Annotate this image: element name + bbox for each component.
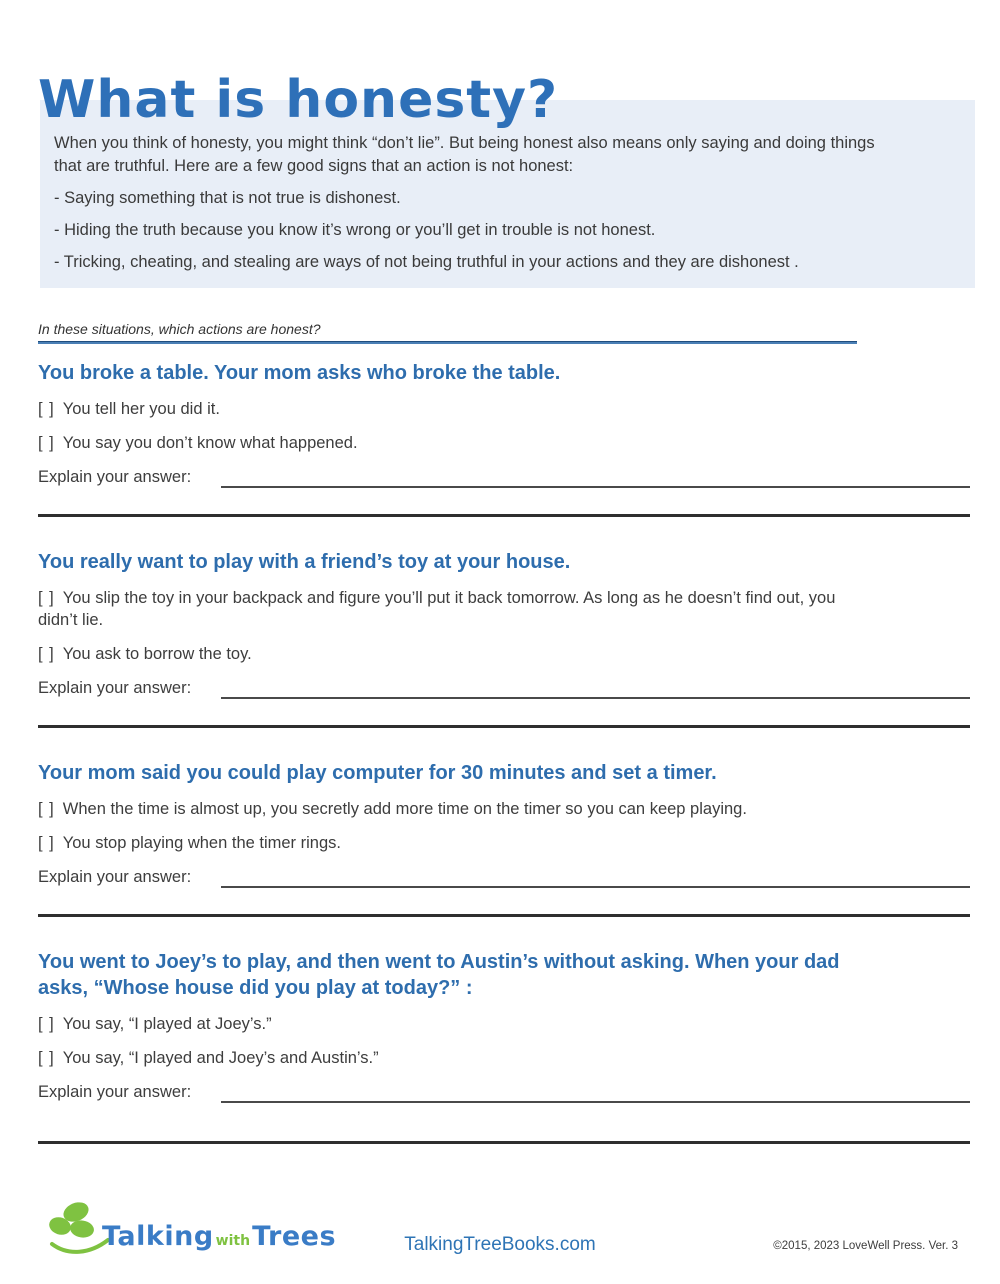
option-label: You ask to borrow the toy. <box>62 645 252 663</box>
logo-word-talking: Talking <box>102 1221 214 1252</box>
instruction-underline <box>38 341 857 344</box>
answer-blank-line[interactable] <box>221 1084 970 1103</box>
scenario-section-1 <box>38 360 970 517</box>
option-row <box>38 1013 878 1035</box>
explain-label: Explain your answer: <box>38 468 192 486</box>
explain-label: Explain your answer: <box>38 1083 192 1101</box>
option-row <box>38 798 878 820</box>
explain-label: Explain your answer: <box>38 679 192 697</box>
option-label: You say, “I played and Joey’s and Austin’s.” <box>62 1049 379 1067</box>
logo-word-trees: Trees <box>252 1221 337 1252</box>
explain-row <box>38 866 970 888</box>
explain-label: Explain your answer: <box>38 868 192 886</box>
answer-second-line[interactable] <box>38 725 970 728</box>
option-row <box>38 1047 878 1069</box>
option-row <box>38 587 878 631</box>
page-title: What is honesty? <box>38 70 559 130</box>
option-row <box>38 832 878 854</box>
checkbox[interactable]: [ ] <box>38 1049 55 1067</box>
scenario-section-3 <box>38 760 970 917</box>
option-row <box>38 643 878 665</box>
website-link[interactable]: TalkingTreeBooks.com <box>404 1234 596 1255</box>
option-row <box>38 432 878 454</box>
option-row <box>38 398 878 420</box>
checkbox[interactable]: [ ] <box>38 800 55 818</box>
option-label: You say you don’t know what happened. <box>62 434 358 452</box>
intro-bullet: - Hiding the truth because you know it’s wrong or you’ll get in trouble is not honest. <box>54 221 656 239</box>
answer-second-line[interactable] <box>38 914 970 917</box>
checkbox[interactable]: [ ] <box>38 645 55 663</box>
intro-paragraph: When you think of honesty, you might think “don’t lie”. But being honest also means only saying and doing things that are truthful. Here are a few good signs that an action is not honest: <box>54 134 875 175</box>
explain-row <box>38 466 970 488</box>
option-label: You stop playing when the timer rings. <box>62 834 341 852</box>
option-label: You tell her you did it. <box>62 400 220 418</box>
explain-row <box>38 677 970 699</box>
answer-blank-line[interactable] <box>221 869 970 888</box>
scenario-heading: You went to Joey’s to play, and then went to Austin’s without asking. When your dad asks, “Whose house did you play at today?” : <box>38 951 840 999</box>
logo-word-with: with <box>215 1233 251 1249</box>
option-label: When the time is almost up, you secretly add more time on the timer so you can keep playing. <box>62 800 747 818</box>
checkbox[interactable]: [ ] <box>38 400 55 418</box>
checkbox[interactable]: [ ] <box>38 434 55 452</box>
option-label: You say, “I played at Joey’s.” <box>62 1015 272 1033</box>
scenario-section-2 <box>38 549 970 728</box>
checkbox[interactable]: [ ] <box>38 589 55 607</box>
checkbox[interactable]: [ ] <box>38 834 55 852</box>
explain-row <box>38 1081 970 1103</box>
scenario-heading: You broke a table. Your mom asks who broke the table. <box>38 362 561 384</box>
scenario-heading: You really want to play with a friend’s toy at your house. <box>38 551 571 573</box>
intro-bullet: - Saying something that is not true is dishonest. <box>54 189 401 207</box>
answer-blank-line[interactable] <box>221 469 970 488</box>
instruction-line: In these situations, which actions are honest? <box>38 321 321 337</box>
answer-second-line[interactable] <box>38 1141 970 1144</box>
option-label: You slip the toy in your backpack and figure you’ll put it back tomorrow. As long as he doesn’t find out, you didn’t lie. <box>38 589 836 629</box>
scenario-heading: Your mom said you could play computer for 30 minutes and set a timer. <box>38 762 717 784</box>
answer-blank-line[interactable] <box>221 680 970 699</box>
checkbox[interactable]: [ ] <box>38 1015 55 1033</box>
scenario-section-4 <box>38 949 970 1144</box>
copyright-text: ©2015, 2023 LoveWell Press. Ver. 3 <box>773 1240 958 1252</box>
intro-bullet: - Tricking, cheating, and stealing are ways of not being truthful in your actions and they are dishonest . <box>54 253 799 271</box>
page-footer <box>0 1196 1000 1274</box>
answer-second-line[interactable] <box>38 514 970 517</box>
